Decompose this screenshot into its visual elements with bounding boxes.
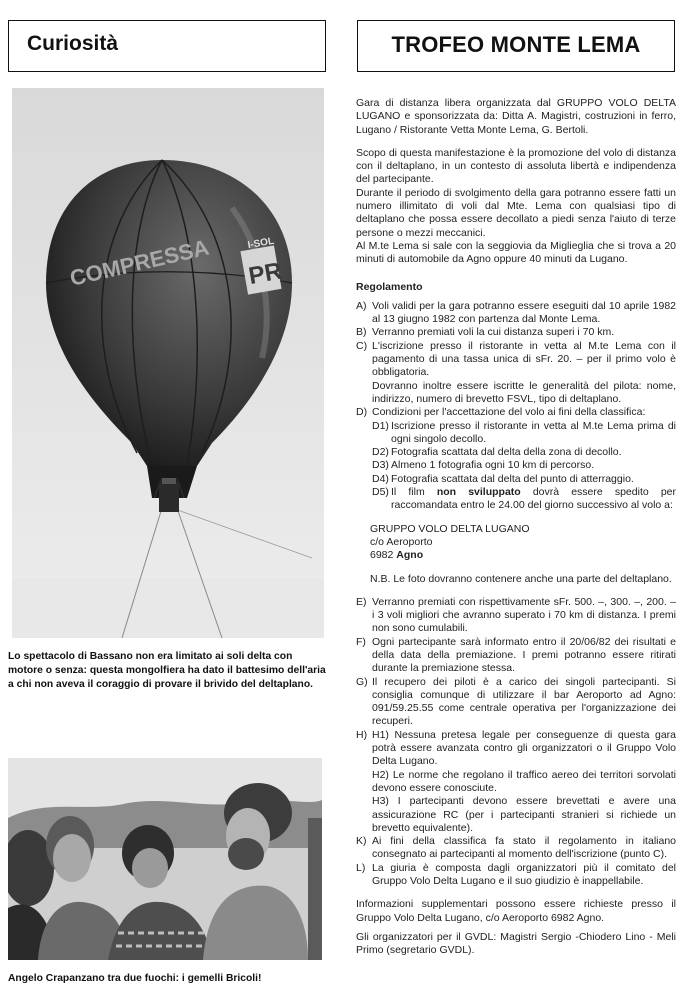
rule-l bbox=[356, 862, 676, 889]
rule-h bbox=[356, 729, 676, 769]
rule-letter: F) bbox=[356, 635, 366, 648]
rule-letter: L) bbox=[356, 861, 366, 874]
rule-text: Verranno premiati voli la cui distanza superi i 70 km. bbox=[372, 326, 615, 339]
intro-paragraph: Gara di distanza libera organizzata dal GRUPPO VOLO DELTA LUGANO e sponsorizzata da: Ditta A. Magistri, costruzioni in ferro, Lugano / Ristorante Vetta Monte Lema, G. Bertoli. bbox=[356, 97, 676, 136]
rule-d5 bbox=[356, 486, 676, 513]
rule-b bbox=[356, 326, 676, 339]
article-title: TROFEO MONTE LEMA bbox=[357, 20, 675, 72]
address-line-1: GRUPPO VOLO DELTA LUGANO bbox=[370, 522, 530, 535]
rule-a bbox=[356, 300, 676, 327]
people-photo bbox=[8, 758, 322, 960]
rule-d2 bbox=[356, 446, 676, 459]
address-line-2: c/o Aeroporto bbox=[370, 535, 433, 548]
rule-text: Voli validi per la gara potranno essere eseguiti dal 10 aprile 1982 al 13 giugno 1982 con partenza dal Monte Lema. bbox=[372, 299, 676, 326]
address-postcode: 6982 bbox=[370, 549, 397, 562]
rule-f bbox=[356, 636, 676, 676]
rule-text-pre: Il film bbox=[391, 486, 437, 499]
rule-h2: H2) Le norme che regolano il traffico aereo dei territori sorvolati devono essere conosciute. bbox=[372, 768, 676, 794]
section-title-curiosita: Curiosità bbox=[8, 20, 326, 72]
rule-letter: E) bbox=[356, 595, 367, 608]
rule-text: Ogni partecipante sarà informato entro il 20/06/82 dei risultati e della data della premiazione. I premi potranno essere ritirati durante la premiazione stessa. bbox=[372, 635, 676, 675]
rule-text: Iscrizione presso il ristorante in vetta al M.te Lema prima di ogni singolo decollo. bbox=[391, 419, 676, 445]
balloon-photo bbox=[12, 88, 324, 638]
rule-letter: C) bbox=[356, 339, 368, 352]
balloon-registration: I-SOL bbox=[246, 235, 275, 252]
rule-d1 bbox=[356, 420, 676, 447]
rule-letter: D) bbox=[356, 406, 368, 419]
rule-c-extra: Dovranno inoltre essere iscritte le generalità del pilota: nome, indirizzo, numero di brevetto FSVL, tipo di deltaplano. bbox=[372, 379, 676, 405]
balloon-lettering: COMPRESSA bbox=[67, 234, 212, 291]
info-paragraph: Informazioni supplementari possono essere richieste presso il Gruppo Volo Delta Lugano, c/o Aeroporto 6982 Agno. bbox=[356, 898, 676, 924]
rule-text: Verranno premiati con rispettivamente sFr. 500. –, 300. –, 200. – i 3 voli migliori che avranno superato i 70 km di distanza. I premi non sono cumulabili. bbox=[372, 595, 676, 635]
balloon-caption: Lo spettacolo di Bassano non era limitato ai soli delta con motore o senza: questa mongolfiera ha dato il battesimo dell'aria a chi non aveva il coraggio di provare il brivido del deltaplano. bbox=[8, 651, 326, 690]
rule-e bbox=[356, 596, 676, 636]
rule-text: Fotografia scattata dal delta del punto di atterraggio. bbox=[391, 472, 634, 485]
rule-text-post: dovrà essere spedito per raccomandata entro le 24.00 del giorno successivo al volo a: bbox=[391, 486, 676, 512]
rule-letter: K) bbox=[356, 835, 367, 848]
scope-paragraph: Scopo di questa manifestazione è la promozione del volo di distanza con il deltaplano, in un contesto di assoluta libertà e indipendenza del partecipante. bbox=[356, 146, 676, 186]
rule-letter: D5) bbox=[372, 486, 389, 499]
rule-d bbox=[356, 406, 676, 419]
rule-text-bold: non sviluppato bbox=[436, 486, 521, 499]
rule-c bbox=[356, 340, 676, 380]
rule-text: Almeno 1 fotografia ogni 10 km di percorso. bbox=[391, 459, 595, 472]
rule-text: Ai fini della classifica fa stato il regolamento in italiano consegnato ai partecipanti al momento dell'iscrizione (punto C). bbox=[372, 835, 676, 861]
balloon-logo: PR bbox=[246, 257, 285, 290]
rule-letter: B) bbox=[356, 326, 367, 339]
address-line-3 bbox=[356, 549, 676, 562]
rule-g bbox=[356, 676, 676, 729]
rule-letter: H) bbox=[356, 728, 368, 741]
balloon-illustration bbox=[12, 88, 324, 638]
organizers-paragraph: Gli organizzatori per il GVDL: Magistri Sergio -Chiodero Lino - Meli Primo (segretario GVDL). bbox=[356, 930, 676, 957]
rule-letter: D2) bbox=[372, 446, 389, 459]
rule-letter: D1) bbox=[372, 419, 389, 432]
regolamento-heading: Regolamento bbox=[356, 280, 423, 293]
rule-text: Il recupero dei piloti è a carico dei singoli partecipanti. Si consiglia comunque di utilizzare il bar Aeroporto ad Agno: 091/59.25.55 come centrale operativa per l'organizzazione dei recuperi. bbox=[372, 675, 676, 728]
rule-letter: D4) bbox=[372, 472, 389, 485]
rule-d4 bbox=[356, 473, 676, 486]
rule-letter: D3) bbox=[372, 459, 389, 472]
rule-text: La giuria è composta dagli organizzatori più il comitato del Gruppo Volo Delta Lugano e il suo giudizio è inappellabile. bbox=[372, 861, 676, 888]
rule-k bbox=[356, 835, 676, 862]
people-illustration bbox=[8, 758, 322, 960]
access-paragraph: Al M.te Lema si sale con la seggiovia da Miglieglia che si trova a 20 minuti di automobile da Agno oppure 40 minuti da Lugano. bbox=[356, 239, 676, 266]
rule-h3: H3) I partecipanti devono essere brevettati e avere una assicurazione RC (per i partecipanti stranieri si richiede un brevetto equivalente). bbox=[372, 795, 676, 834]
period-paragraph: Durante il periodo di svolgimento della gara potranno essere fatti un numero illimitato di voli dal Mte. Lema con qualsiasi tipo di deltaplano che possa essere decollato a piedi senza l'aiuto di terze persone o mezzi meccanici. bbox=[356, 186, 676, 239]
rule-letter: A) bbox=[356, 299, 367, 312]
rule-d3 bbox=[356, 459, 676, 472]
rule-text: L'iscrizione presso il ristorante in vetta al M.te Lema con il pagamento di una tassa unica di sFr. 20. – per il primo volo è obbligatoria. bbox=[372, 339, 676, 379]
rule-text: Fotografia scattata dal delta della zona di decollo. bbox=[391, 446, 622, 459]
people-caption: Angelo Crapanzano tra due fuochi: i gemelli Bricoli! bbox=[8, 973, 262, 984]
nb-note: N.B. Le foto dovranno contenere anche una parte del deltaplano. bbox=[370, 572, 672, 585]
address-city: Agno bbox=[396, 549, 424, 562]
rule-letter: G) bbox=[356, 675, 368, 688]
rule-text: H1) Nessuna pretesa legale per conseguenze di questa gara potrà essere avanzata contro gli organizzatori o il Gruppo Volo Delta Lugano. bbox=[372, 728, 676, 768]
article-body bbox=[356, 97, 676, 958]
rule-text: Condizioni per l'accettazione del volo ai fini della classifica: bbox=[372, 406, 646, 419]
